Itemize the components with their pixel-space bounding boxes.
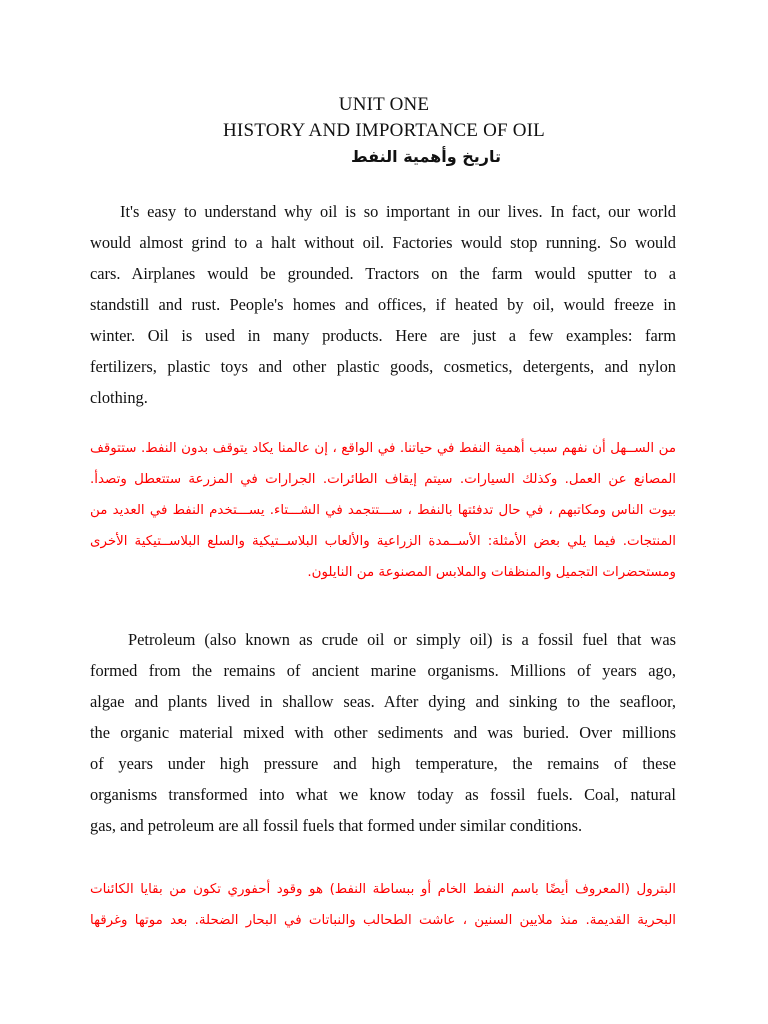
title-block xyxy=(0,92,768,170)
text-line: البحرية القديمة. منذ ملايين السنين ، عاشت الطحالب والنباتات في البحار الضحلة. بعد موتها وغرقها xyxy=(90,913,676,928)
text-line: clothing. xyxy=(90,388,148,407)
paragraph-arabic-2 xyxy=(90,874,676,936)
text-line: of years under high pressure and high temperature, the remains of these xyxy=(90,754,676,773)
text-line: organisms transformed into what we know today as fossil fuels. Coal, natural xyxy=(90,785,676,804)
text-line: بيوت الناس ومكاتبهم ، في حال تدفئتها بالنفط ، ســـتتجمد في الشـــتاء. يســـتخدم النفط في العديد من xyxy=(90,503,676,518)
text-line: المنتجات. فيما يلي بعض الأمثلة: الأســمدة الزراعية والألعاب البلاســتيكية والسلع البلاســتيكية الأخرى xyxy=(90,534,676,549)
text-line: the organic material mixed with other sediments and was buried. Over millions xyxy=(90,723,676,742)
unit-title: UNIT ONE xyxy=(338,94,430,115)
text-line: fertilizers, plastic toys and other plastic goods, cosmetics, detergents, and nylon xyxy=(90,357,676,376)
text-line: standstill and rust. People's homes and offices, if heated by oil, would freeze in xyxy=(90,295,676,314)
text-line: formed from the remains of ancient marine organisms. Millions of years ago, xyxy=(90,661,676,680)
text-line: ومستحضرات التجميل والمنظفات والملابس المصنوعة من النايلون. xyxy=(307,565,676,580)
text-line: would almost grind to a halt without oil. Factories would stop running. So would xyxy=(90,233,676,252)
text-line: المصانع عن العمل. وكذلك السيارات. سيتم إيقاف الطائرات. الجرارات في المزرعة ستتعطل وتصدأ. xyxy=(90,472,676,487)
text-line: البترول (المعروف أيضًا باسم النفط الخام أو ببساطة النفط) هو وقود أحفوري تكون من بقايا الكائنات xyxy=(90,882,676,897)
text-line: من الســهل أن نفهم سبب أهمية النفط في حياتنا. في الواقع ، إن عالمنا يكاد يتوقف بدون النفط. ستتوقف xyxy=(90,441,676,456)
text-line: algae and plants lived in shallow seas. After dying and sinking to the seafloor, xyxy=(90,692,676,711)
text-line: gas, and petroleum are all fossil fuels that formed under similar conditions. xyxy=(90,816,583,835)
paragraph-arabic-1 xyxy=(90,433,676,588)
paragraph-english-2 xyxy=(90,624,676,841)
paragraph-english-1 xyxy=(90,196,676,413)
main-heading: HISTORY AND IMPORTANCE OF OIL xyxy=(223,120,545,141)
text-line: It's easy to understand why oil is so important in our lives. In fact, our world xyxy=(120,202,676,221)
arabic-heading: تاريخ وأهمية النفط xyxy=(350,147,502,166)
text-line: cars. Airplanes would be grounded. Tractors on the farm would sputter to a xyxy=(90,264,676,283)
text-line: Petroleum (also known as crude oil or simply oil) is a fossil fuel that was xyxy=(128,630,676,649)
text-line: winter. Oil is used in many products. Here are just a few examples: farm xyxy=(90,326,676,345)
